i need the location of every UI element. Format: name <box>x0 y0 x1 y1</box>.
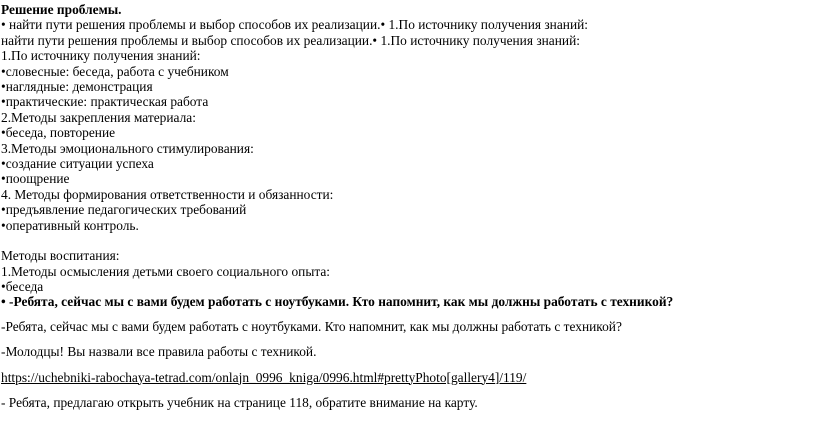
list-item-conversation: •беседа, повторение <box>1 125 116 141</box>
upbringing-method: 1.Методы осмысления детьми своего социального опыта: <box>1 263 331 279</box>
upbringing-item: •беседа <box>1 278 44 294</box>
list-item-verbal: •словесные: беседа, работа с учебником <box>1 63 229 79</box>
heading: Решение проблемы. <box>1 2 122 17</box>
list-item-encouragement: •поощрение <box>1 171 70 187</box>
text-line-2: найти пути решения проблемы и выбор способов их реализации.• 1.По источнику получения знаний: <box>1 32 580 48</box>
section-consolidation: 2.Методы закрепления материала: <box>1 109 196 125</box>
list-item-practical: •практические: практическая работа <box>1 94 209 110</box>
list-item-success: •создание ситуации успеха <box>1 156 154 172</box>
textbook-link[interactable]: https://uchebniki-rabochaya-tetrad.com/onlajn_0996_kniga/0996.html#prettyPhoto[gallery4]/119/ <box>1 369 527 385</box>
list-item-requirements: •предъявление педагогических требований <box>1 202 247 218</box>
bold-question: • -Ребята, сейчас мы с вами будем работать с ноутбуками. Кто напомнит, как мы должны работать с техникой? <box>1 294 674 310</box>
text-line-1: • найти пути решения проблемы и выбор способов их реализации.• 1.По источнику получения знаний: <box>1 17 589 33</box>
list-item-visual: •наглядные: демонстрация <box>1 79 153 95</box>
section-emotional: 3.Методы эмоционального стимулирования: <box>1 140 254 156</box>
upbringing-title: Методы воспитания: <box>1 248 120 264</box>
section-responsibility: 4. Методы формирования ответственности и обязанности: <box>1 186 334 202</box>
blank-line <box>1 233 816 248</box>
text-line-3: 1.По источнику получения знаний: <box>1 48 201 64</box>
list-item-control: •оперативный контроль. <box>1 217 139 233</box>
instruction-paragraph: - Ребята, предлагаю открыть учебник на странице 118, обратите внимание на карту. <box>1 394 478 410</box>
praise-paragraph: -Молодцы! Вы назвали все правила работы с техникой. <box>1 344 317 360</box>
question-paragraph: -Ребята, сейчас мы с вами будем работать с ноутбуками. Кто напомнит, как мы должны работать с техникой? <box>1 318 622 334</box>
